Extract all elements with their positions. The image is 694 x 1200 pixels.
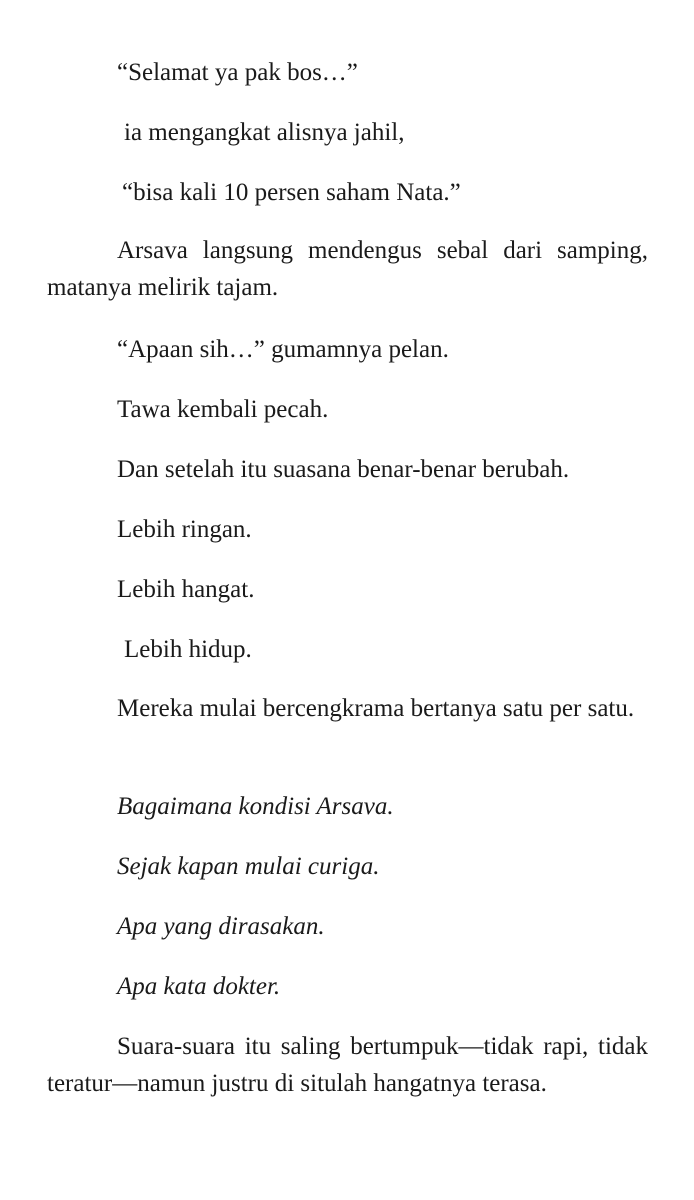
paragraph-10: Lebih hidup. — [124, 636, 252, 663]
paragraph-15: Apa kata dokter. — [117, 973, 281, 1000]
paragraph-1: “Selamat ya pak bos…” — [117, 59, 358, 86]
paragraph-9: Lebih hangat. — [117, 576, 255, 603]
paragraph-14: Apa yang dirasakan. — [117, 913, 325, 940]
paragraph-8: Lebih ringan. — [117, 516, 252, 543]
paragraph-16: Suara-suara itu saling bertumpuk—tidak rapi, tidak teratur—namun justru di situlah hangatnya terasa. — [47, 1033, 648, 1097]
paragraph-4: Arsava langsung mendengus sebal dari samping, matanya melirik tajam. — [47, 237, 648, 301]
paragraph-3: “bisa kali 10 persen saham Nata.” — [122, 179, 461, 206]
paragraph-13: Sejak kapan mulai curiga. — [117, 853, 380, 880]
paragraph-12: Bagaimana kondisi Arsava. — [117, 793, 394, 820]
paragraph-5: “Apaan sih…” gumamnya pelan. — [117, 336, 449, 363]
paragraph-2: ia mengangkat alisnya jahil, — [124, 119, 405, 146]
paragraph-11: Mereka mulai bercengkrama bertanya satu per satu. — [117, 695, 635, 722]
paragraph-6: Tawa kembali pecah. — [117, 396, 329, 423]
paragraph-7: Dan setelah itu suasana benar-benar berubah. — [117, 456, 570, 483]
